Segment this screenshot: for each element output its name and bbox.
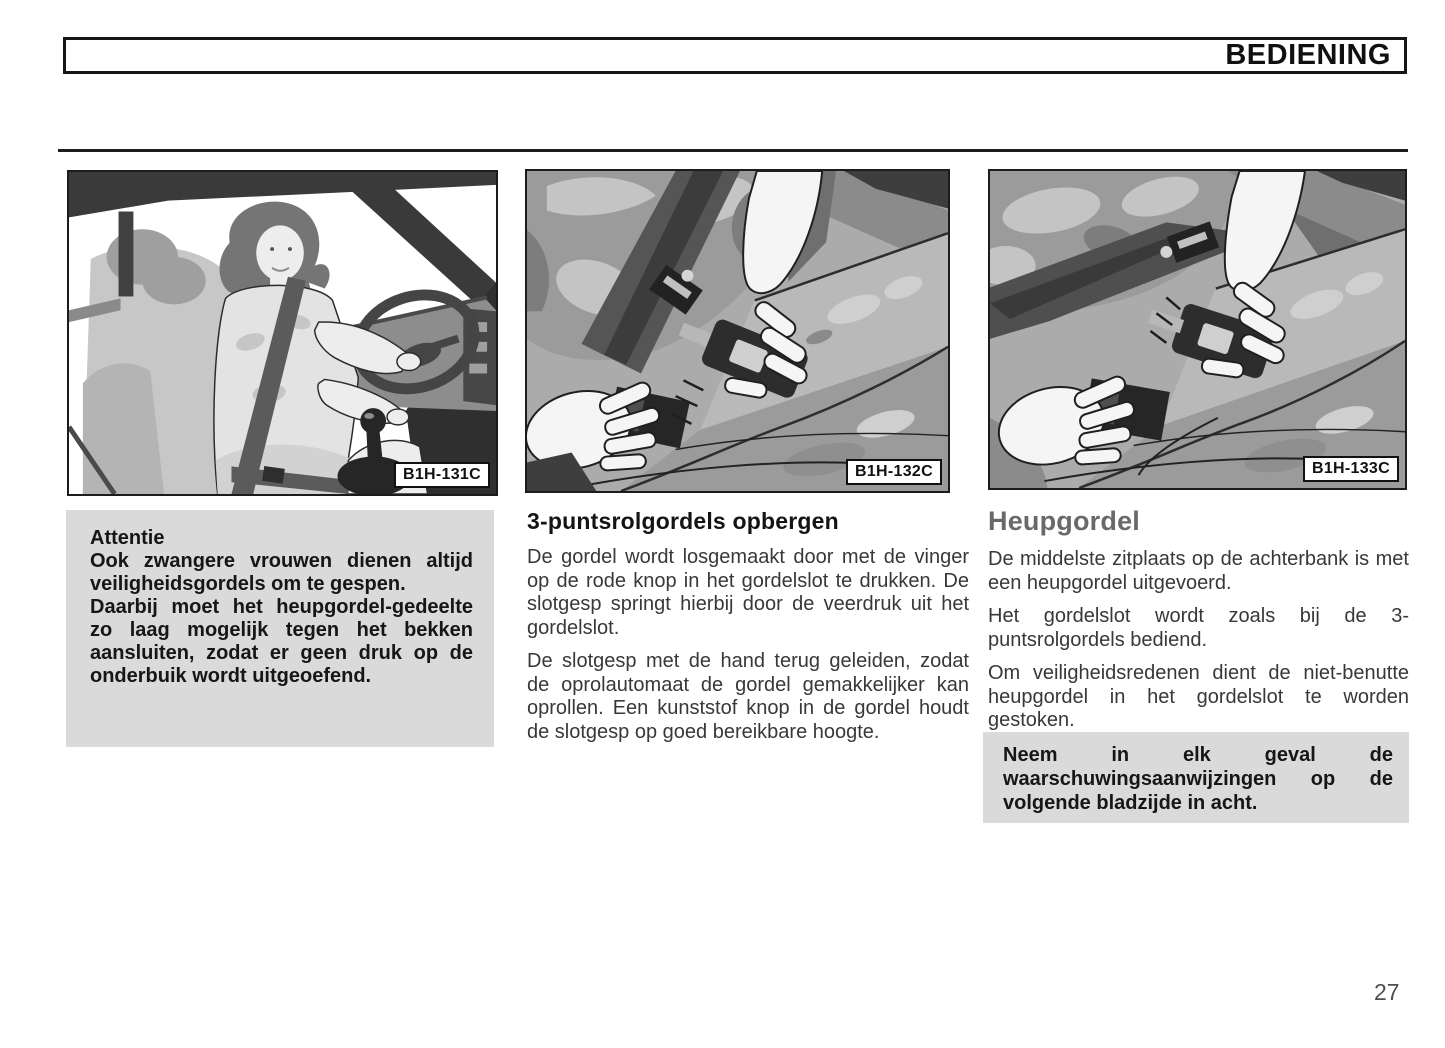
body-paragraph: De slotgesp met de hand terug geleiden, zodat de oprolautomaat de gordel gemakkelijker kan oprollen. Een kunststof knop in de gordel houdt de slotgesp op goed bereikbare hoogte. [527, 650, 969, 743]
page-title: BEDIENING [1225, 39, 1391, 71]
attention-paragraph: Daarbij moet het heupgordel-gedeelte zo laag mogelijk tegen het bekken aansluiten, zodat er geen druk op de onderbuik wordt uitgeoefend. [90, 596, 473, 687]
figure-belt-release [525, 169, 950, 493]
figure-reference-label: B1H-133C [1303, 456, 1399, 482]
section-heading: 3-puntsrolgordels opbergen [527, 508, 839, 534]
body-paragraph: De gordel wordt losgemaakt door met de vinger op de rode knop in het gordelslot te drukken. De slotgesp springt hierbij door de veerdruk uit het gordelslot. [527, 546, 969, 639]
warning-text: Neem in elk geval de waarschuwingsaanwijzingen op de volgende bladzijde in acht. [1003, 744, 1393, 814]
figure-driver-seatbelt [67, 170, 498, 496]
figure-reference-label: B1H-131C [394, 462, 490, 488]
figure-reference-label: B1H-132C [846, 459, 942, 485]
page-number: 27 [1374, 979, 1400, 1005]
driver-seatbelt-illustration [69, 172, 496, 494]
attention-note-box [66, 510, 494, 747]
section-heading: Heupgordel [988, 506, 1141, 536]
body-paragraph: Het gordelslot wordt zoals bij de 3-puntsrolgordels bediend. [988, 605, 1409, 651]
lap-belt-illustration [990, 171, 1405, 488]
attention-paragraph: Ook zwangere vrouwen dienen altijd veiligheidsgordels om te gespen. [90, 550, 473, 595]
belt-release-illustration [527, 171, 948, 491]
body-paragraph: Om veiligheidsredenen dient de niet-benutte heupgordel in het gordelslot te worden gestoken. [988, 662, 1409, 731]
warning-note-box [983, 732, 1409, 823]
section-lap-belt [988, 508, 1409, 743]
figure-lap-belt [988, 169, 1407, 490]
header-divider [58, 149, 1408, 152]
attention-title: Attentie [90, 527, 165, 549]
section-belt-storage [527, 508, 969, 754]
body-paragraph: De middelste zitplaats op de achterbank is met een heupgordel uitgevoerd. [988, 548, 1409, 594]
header-box [63, 37, 1407, 74]
